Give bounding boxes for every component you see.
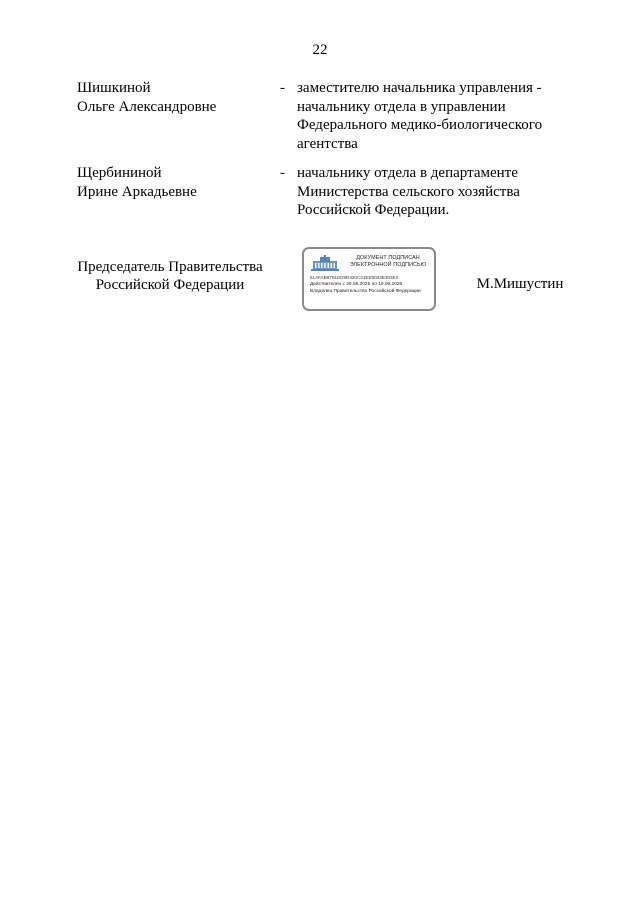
certificate-serial: 51AFAB6781ED9D420C41EE5043E303E3	[310, 275, 399, 280]
chairman-title	[70, 258, 270, 294]
certificate-owner: Владелец Правительство Российской Федерации	[310, 289, 421, 294]
separator-dash: -	[280, 165, 285, 181]
person-position	[297, 164, 577, 220]
page-number: 22	[312, 42, 328, 58]
appointment-entry	[0, 164, 640, 224]
name-line: Ольге Александровне	[77, 98, 217, 115]
name-line: Ирине Аркадьевне	[77, 183, 197, 200]
certificate-validity: Действителен с 26.06.2025 по 19.09.2026	[310, 282, 403, 287]
signature-block	[0, 255, 640, 325]
position-line: заместителю начальника управления -	[297, 80, 542, 96]
chairman-title-line: Председатель Правительства	[77, 259, 263, 275]
electronic-signature-stamp	[302, 247, 436, 311]
stamp-title	[342, 255, 434, 269]
government-building-icon	[311, 255, 339, 271]
position-line: агентства	[297, 135, 358, 152]
stamp-title-line: ЭЛЕКТРОННОЙ ПОДПИСЬЮ	[349, 262, 427, 268]
person-position	[297, 79, 577, 153]
appointment-entry	[0, 79, 640, 159]
chairman-title-line: Российской Федерации	[95, 277, 245, 293]
name-line: Шишкиной	[77, 80, 151, 96]
person-name	[77, 79, 267, 116]
person-name	[77, 164, 267, 201]
position-line: начальнику отдела в управлении	[297, 98, 506, 115]
chairman-name: М.Мишустин	[476, 276, 564, 292]
separator-dash: -	[280, 80, 285, 96]
position-line: Министерства сельского хозяйства	[297, 183, 520, 200]
position-line: Федерального медико-биологического	[297, 117, 543, 133]
stamp-title-line: ДОКУМЕНТ ПОДПИСАН	[356, 255, 420, 261]
name-line: Щербининой	[77, 165, 162, 181]
position-line: Российской Федерации.	[297, 202, 450, 218]
position-line: начальнику отдела в департаменте	[297, 165, 518, 181]
